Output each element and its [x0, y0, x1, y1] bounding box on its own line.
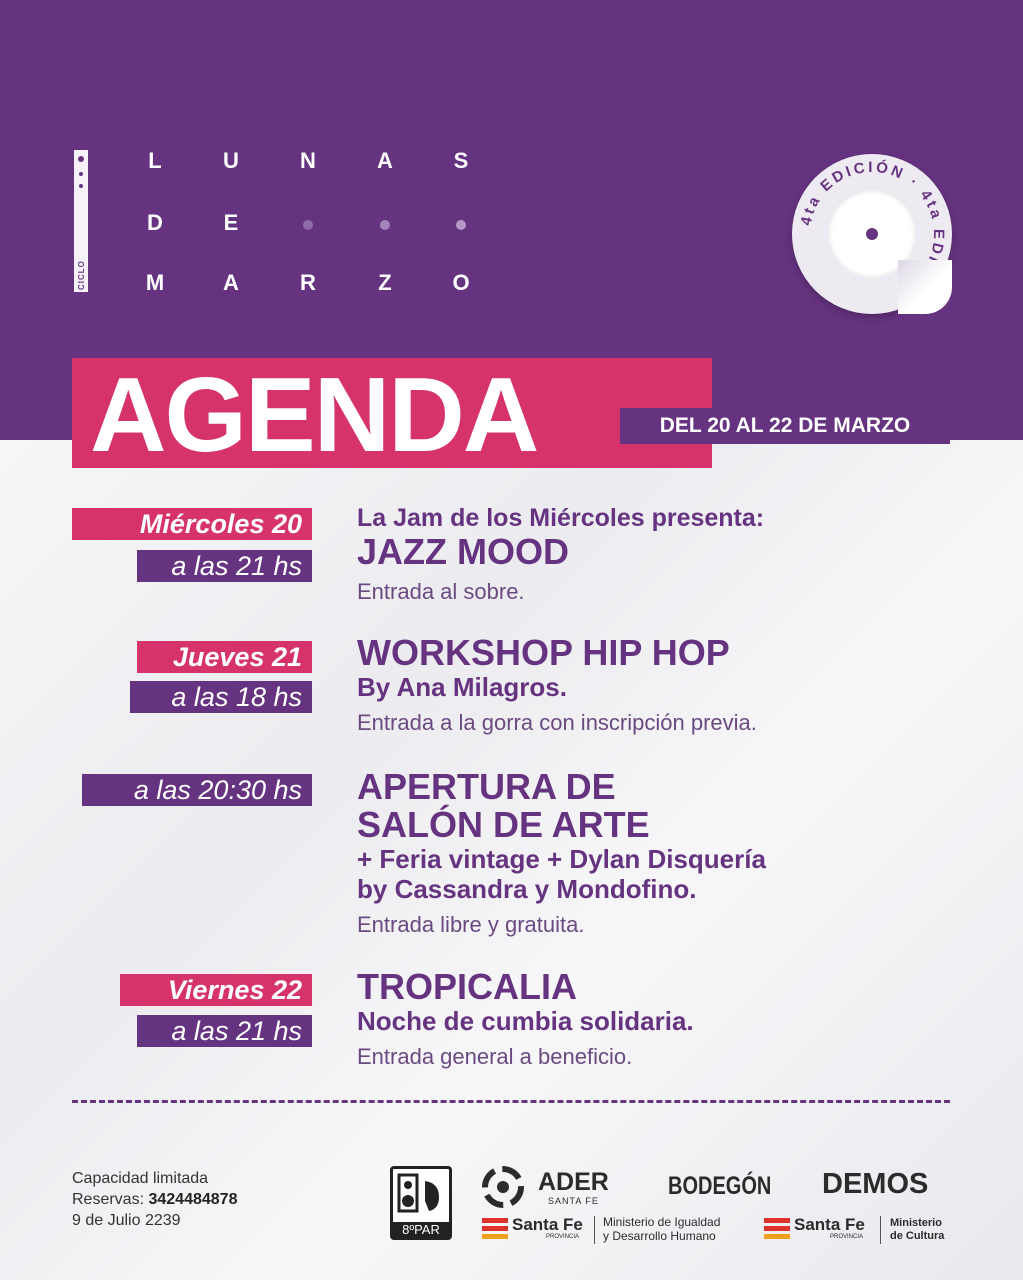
ministry-line: de Cultura	[890, 1230, 945, 1242]
event-entry-note: Entrada libre y gratuita.	[357, 912, 585, 937]
provincia-label: PROVINCIA	[546, 1234, 580, 1240]
title-letter: O	[452, 270, 470, 295]
date-range-badge: DEL 20 AL 22 DE MARZO	[620, 408, 950, 444]
title-letter: S	[453, 148, 469, 173]
dashed-divider	[72, 1100, 950, 1103]
event-tropicalia	[357, 968, 694, 1070]
moon-icon	[380, 220, 390, 230]
event-subtitle-line1: + Feria vintage + Dylan Disquería	[357, 844, 766, 874]
provincia-label: PROVINCIA	[830, 1234, 864, 1240]
title-letter: E	[223, 210, 239, 235]
title-letter: L	[148, 148, 162, 173]
venue-address: 9 de Julio 2239	[72, 1212, 181, 1229]
ciclo-label: CICLO	[77, 260, 86, 290]
octavo-par-label: 8ºPAR	[393, 1222, 449, 1237]
santa-fe-logo-text: Santa Fe	[512, 1215, 583, 1234]
day-tag: Viernes 22	[120, 974, 312, 1006]
reservations-line	[72, 1189, 237, 1210]
moon-icon	[78, 156, 84, 162]
santa-fe-icon	[764, 1216, 790, 1242]
time-tag: a las 20:30 hs	[82, 774, 312, 806]
moon-icon	[456, 220, 466, 230]
ministry-line: Ministerio de Igualdad	[603, 1215, 721, 1229]
time-tag: a las 21 hs	[137, 1015, 312, 1047]
title-letter: R	[300, 270, 316, 295]
moon-icon	[303, 220, 313, 230]
bodegon-logo: BODEGÓN	[668, 1172, 772, 1200]
speaker-icon	[393, 1169, 449, 1219]
santa-fe-icon	[482, 1216, 508, 1242]
logo-divider	[594, 1216, 595, 1244]
event-entry-note: Entrada al sobre.	[357, 579, 525, 604]
title-letter: U	[223, 148, 239, 173]
santa-fe-logo-text: Santa Fe	[794, 1215, 865, 1234]
title-letter: D	[147, 210, 163, 235]
title-letter: Z	[378, 270, 392, 295]
event-jazz-mood	[357, 504, 764, 605]
title-letter: M	[145, 270, 165, 295]
event-title-line1: APERTURA DE	[357, 766, 616, 807]
event-title: WORKSHOP HIP HOP	[357, 632, 730, 673]
event-entry-note: Entrada a la gorra con inscripción previa.	[357, 710, 757, 735]
event-title: TROPICALIA	[357, 966, 577, 1007]
event-workshop-hip-hop	[357, 634, 757, 736]
ader-logo-text: ADER	[538, 1168, 609, 1196]
title-letter: A	[377, 148, 393, 173]
venue-info	[72, 1168, 237, 1231]
moon-icon	[79, 184, 83, 188]
octavo-par-logo	[390, 1166, 452, 1240]
sticker-text: 4ta EDICIÓN · 4ta ED	[797, 158, 948, 259]
event-subtitle: By Ana Milagros.	[357, 672, 567, 702]
edition-sticker	[792, 154, 952, 314]
moon-icon	[866, 228, 878, 240]
ministry-equality-logo	[603, 1215, 720, 1243]
title-letter: N	[300, 148, 316, 173]
day-tag: Jueves 21	[137, 641, 312, 673]
event-subtitle-line2: by Cassandra y Mondofino.	[357, 874, 697, 904]
ministry-line: y Desarrollo Humano	[603, 1229, 716, 1243]
event-subtitle: Noche de cumbia solidaria.	[357, 1006, 694, 1036]
ader-icon	[482, 1166, 524, 1208]
ministry-line: Ministerio	[890, 1217, 942, 1229]
event-presenter: La Jam de los Miércoles presenta:	[357, 504, 765, 532]
reservations-phone: 3424484878	[148, 1191, 238, 1208]
sticker-peel	[898, 260, 952, 314]
event-title: JAZZ MOOD	[357, 531, 569, 572]
moon-icon	[79, 172, 83, 176]
ader-logo-sub: SANTA FE	[548, 1196, 599, 1206]
ministry-culture-logo	[890, 1217, 944, 1243]
event-entry-note: Entrada general a beneficio.	[357, 1044, 633, 1069]
event-salon-de-arte	[357, 768, 766, 938]
title-letter: A	[223, 270, 239, 295]
reservations-label: Reservas:	[72, 1191, 145, 1208]
time-tag: a las 21 hs	[137, 550, 312, 582]
event-title-line2: SALÓN DE ARTE	[357, 804, 650, 845]
logo-divider	[880, 1216, 881, 1244]
demos-logo: DEMOS	[822, 1168, 929, 1200]
day-tag: Miércoles 20	[72, 508, 312, 540]
agenda-title: AGENDA	[90, 356, 538, 474]
time-tag: a las 18 hs	[130, 681, 312, 713]
capacity-note: Capacidad limitada	[72, 1170, 209, 1187]
